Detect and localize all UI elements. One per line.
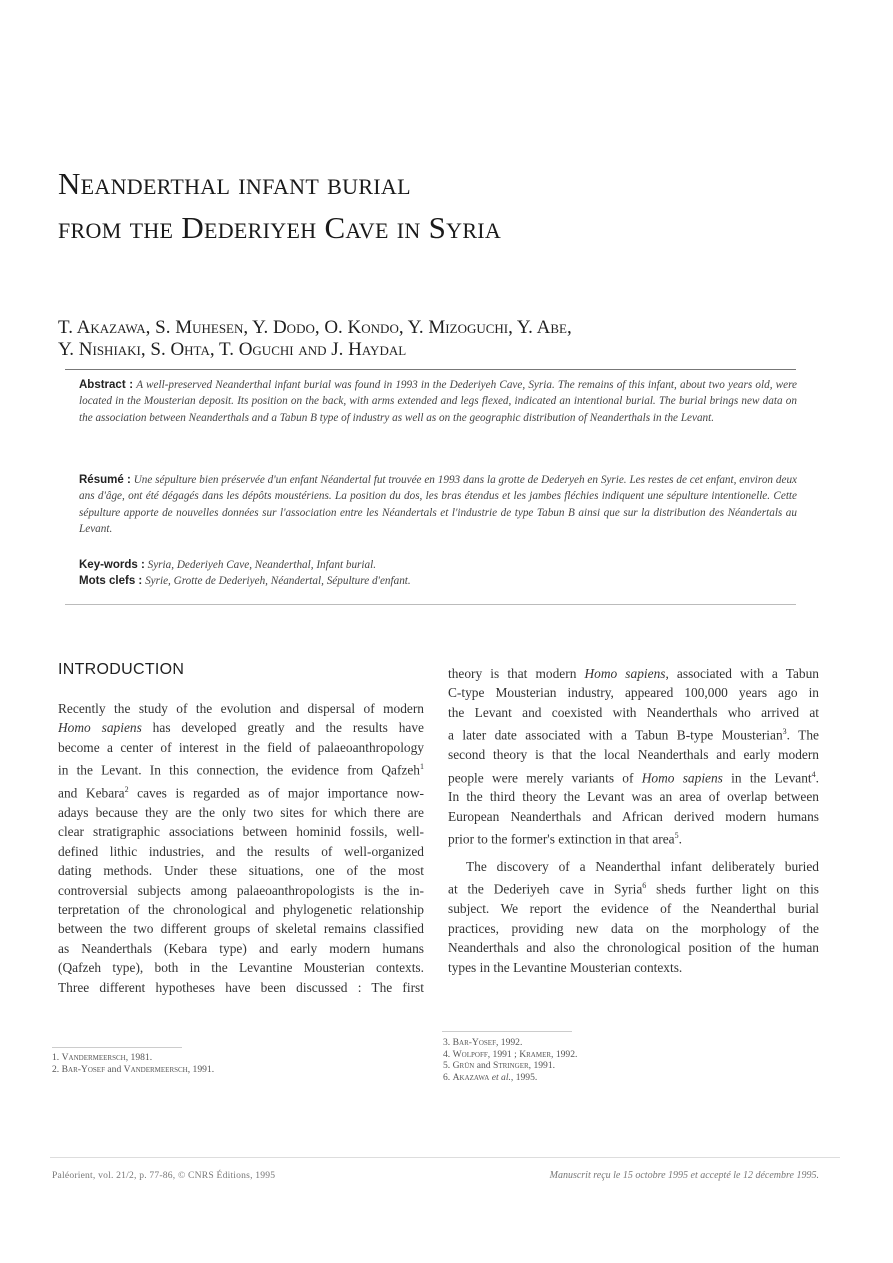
footnote-ref-3[interactable]: 3 (782, 727, 787, 737)
footnote-6: 6. Akazawa et al., 1995. (443, 1071, 538, 1083)
resume (79, 472, 797, 537)
abstract-label: Abstract : (79, 379, 134, 391)
journal-citation: Paléorient, vol. 21/2, p. 77-86, © CNRS Éditions, 1995 (52, 1170, 276, 1181)
footnote-ref-4[interactable]: 4 (811, 769, 816, 779)
authors-line-2: Y. Nishiaki, S. Ohta, T. Oguchi and J. Haydal (58, 339, 407, 360)
mots-clefs-label: Mots clefs : (79, 575, 143, 587)
text-line: adays because they are the only two sites for which there are (58, 804, 424, 820)
footnote-2: 2. Bar-Yosef and Vandermeersch, 1991. (52, 1063, 215, 1075)
text-line: at the Dederiyeh cave in Syria$^6$ sheds further light on this (448, 881, 819, 897)
abstract-top-rule (65, 369, 796, 370)
footnote-ref-6[interactable]: 6 (642, 881, 647, 891)
footnote-ref-5[interactable]: 5 (674, 831, 679, 841)
text-line: become a center of interest in the field of palaeoanthropology (58, 739, 424, 755)
text-line: (Qafzeh type), both in the Levantine Mousterian contexts. (58, 960, 424, 976)
abstract-bottom-rule (65, 604, 796, 605)
text-line: people were merely variants of Homo sapiens in the Levant$^4$. (448, 769, 819, 785)
resume-text: Une sépulture bien préservée d'un enfant Néandertal fut trouvée en 1993 dans la grotte de Dederyeh en Syrie. Les restes de cet enfant, environ deux ans d'âge, ont été dégagés dans les dépôts moustériens. La position du dos, les bras étendus et les jambes fléchies indiquent une sépulture intentionelle. Cette sépulture apporte de nouvelles données sur l'association entre les Néandertals et l'industrie de type Tabun B ainsi que sur la distribution des Néandertals au Levant. (79, 474, 797, 535)
text-line: in the Levant. In this connection, the evidence from Qafzeh$^1$ (58, 762, 424, 778)
text-line: terpretation of the chronological and phylogenetic relationship (58, 902, 424, 917)
text-line: subject. We report the evidence of the Neanderthal burial (448, 901, 819, 917)
text-line: dating methods. Under these situations, one of the most (58, 863, 424, 879)
text-line: prior to the former's extinction in that area$^5$. (448, 831, 682, 847)
keywords-label: Key-words : (79, 559, 145, 571)
authors-line-1: T. Akazawa, S. Muhesen, Y. Dodo, O. Kondo, Y. Mizoguchi, Y. Abe, (58, 317, 572, 338)
text-line: types in the Levantine Mousterian contexts. (448, 959, 683, 975)
keywords (79, 557, 797, 573)
author-list (58, 317, 838, 361)
text-line: Homo sapiens has developed greatly and the results have (58, 720, 424, 736)
text-line: between the two different groups of skeletal remains classified (58, 921, 424, 937)
text-line: Three different hypotheses have been discussed : The first (58, 979, 424, 995)
abstract (79, 377, 797, 426)
text-line: European Neanderthals and African derived modern humans (448, 808, 819, 824)
footnote-ref-2[interactable]: 2 (124, 785, 129, 795)
text-line: In the third theory the Levant was an area of overlap between (448, 789, 819, 805)
mots-clefs (79, 573, 797, 589)
keywords-text: Syria, Dederiyeh Cave, Neanderthal, Infant burial. (147, 559, 376, 571)
species-name: Homo sapiens (58, 720, 142, 736)
article-title (58, 162, 838, 250)
text-line: clear stratigraphic associations between hominid fossils, well- (58, 824, 424, 840)
text-line: Recently the study of the evolution and dispersal of modern (58, 701, 424, 716)
footnote-3: 3. Bar-Yosef, 1992. (443, 1037, 523, 1048)
text-line: theory is that modern Homo sapiens, associated with a Tabun (448, 666, 819, 681)
right-column (448, 664, 819, 977)
footnote-rule-left (52, 1047, 182, 1048)
manuscript-dates: Manuscrit reçu le 15 octobre 1995 et accepté le 12 décembre 1995. (549, 1170, 819, 1181)
text-line: the Levant and coexisted with Neanderthals who arrived at (448, 704, 819, 720)
section-heading-introduction: INTRODUCTION (58, 661, 185, 678)
text-line: as Neanderthals (Kebara type) and early modern humans (58, 940, 424, 956)
footnote-5: 5. Grün and Stringer, 1991. (443, 1060, 556, 1071)
text-line: practices, providing new data on the morphology of the (448, 920, 819, 936)
text-line: The discovery of a Neanderthal infant deliberately buried (466, 859, 819, 875)
footnote-ref-1[interactable]: 1 (420, 762, 424, 772)
text-line: second theory is that the local Neanderthals and early modern (448, 747, 819, 763)
footnotes-right (443, 1037, 577, 1083)
text-line: Neanderthals and also the chronological position of the human (448, 940, 819, 956)
abstract-text: A well-preserved Neanderthal infant burial was found in 1993 in the Dederiyeh Cave, Syria. The remains of this infant, about two years old, were located in the Mousterian deposit. Its position on the back, with arms extended and legs flexed, indicated an intentional burial. The burial brings new data on the association between Neanderthals and a Tabun B type of industry as well as on the geographic distribution of Neanderthals in the Levant. (79, 379, 798, 424)
left-column (58, 699, 424, 997)
footer-rule (50, 1157, 840, 1158)
footnotes-left (52, 1052, 214, 1075)
text-line: and Kebara$^2$ caves is regarded as of major importance now- (58, 785, 424, 801)
title-line-2: from the Dederiyeh Cave in Syria (58, 210, 502, 245)
footnote-4: 4. Wolpoff, 1991 ; Kramer, 1992. (443, 1048, 578, 1060)
text-line: controversial subjects among palaeoanthropologists is the in- (58, 882, 424, 898)
mots-clefs-text: Syrie, Grotte de Dederiyeh, Néandertal, Sépulture d'enfant. (145, 575, 411, 587)
title-line-1: Neanderthal infant burial (58, 166, 411, 201)
footnote-rule-right (442, 1031, 572, 1032)
footnote-1: 1. Vandermeersch, 1981. (52, 1052, 153, 1063)
text-line: defined lithic industries, and the results of well-organized (58, 843, 424, 859)
text-line: C-type Mousterian industry, appeared 100,000 years ago in (448, 685, 819, 701)
species-name: Homo sapiens (584, 666, 666, 681)
species-name: Homo sapiens (641, 769, 723, 785)
resume-label: Résumé : (79, 474, 131, 486)
text-line: a later date associated with a Tabun B-type Mousterian$^3$. The (448, 727, 819, 743)
